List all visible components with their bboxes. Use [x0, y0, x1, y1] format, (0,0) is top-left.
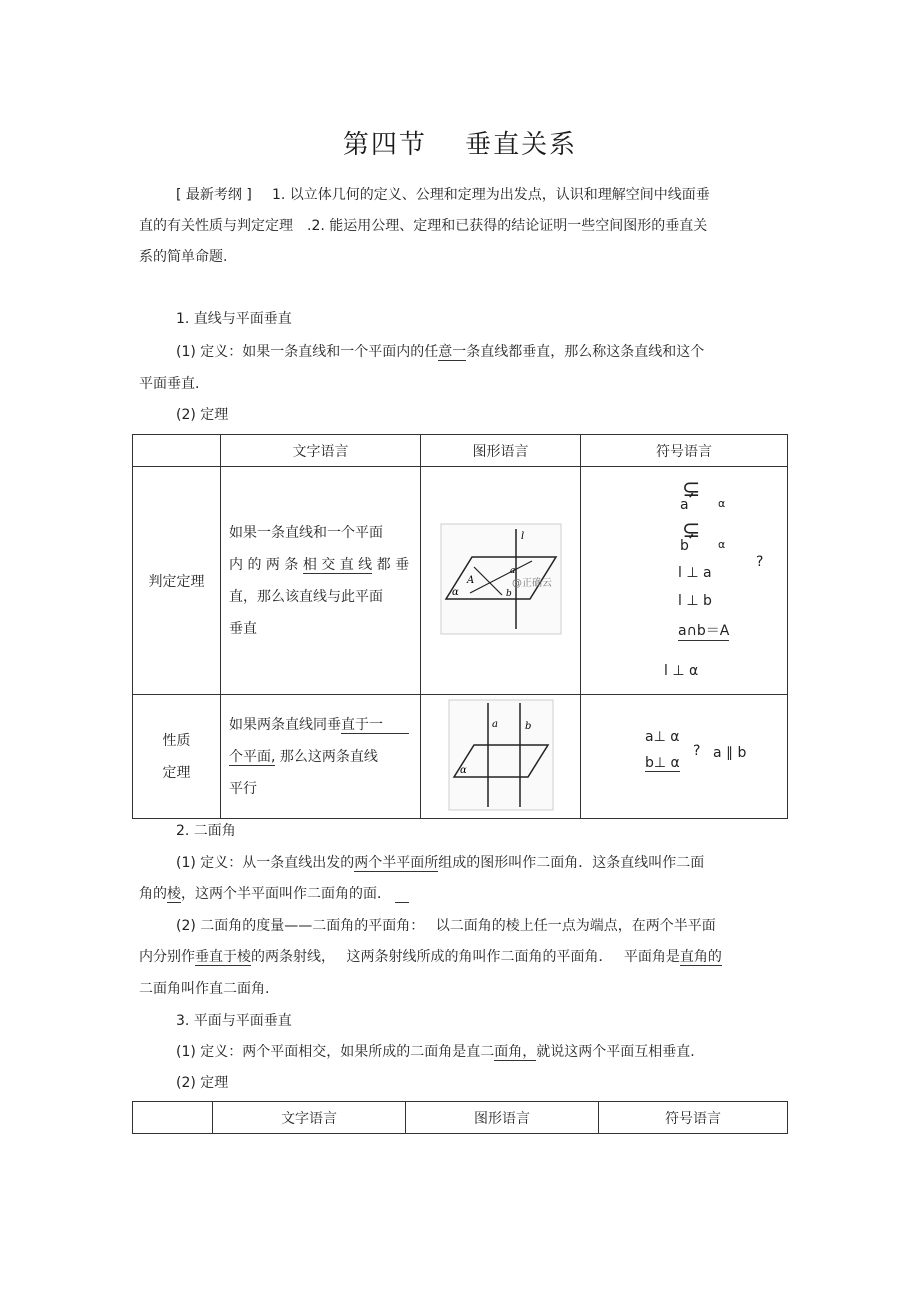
section-1-definition: (1) 定义：如果一条直线和一个平面内的任意一条直线都垂直，那么称这条直线和这个 [176, 344, 705, 360]
sym-l-perp-a: l ⊥ a [678, 565, 712, 581]
table2-header-symbol-language: 符号语言 [599, 1102, 788, 1134]
outline-label: [ 最新考纲 ] [176, 187, 252, 203]
outline-line-2: 直的有关性质与判定定理 .2. 能运用公理、定理和已获得的结论证明一些空间图形的垂直关 [139, 218, 708, 234]
section-2-measure: (2) 二面角的度量——二面角的平面角： 以二面角的棱上任一点为端点，在两个半平面 [176, 918, 716, 934]
sym-b: b [680, 538, 689, 554]
sym-alpha-1: α [718, 497, 726, 510]
judgement-symbol-cell [581, 467, 788, 695]
section-1-theorem-label: (2) 定理 [176, 407, 229, 423]
fig-label-A: A [466, 574, 474, 586]
plane-plane-theorem-table [132, 1101, 788, 1134]
section-2-definition: (1) 定义：从一条直线出发的两个半平面所组成的图形叫作二面角．这条直线叫作二面 [176, 855, 705, 871]
property-figure-cell [421, 695, 581, 819]
sym-a-perp-alpha: a⊥ α [645, 729, 680, 745]
section-2-heading: 2. 二面角 [176, 823, 236, 839]
judgement-text-cell: 如果一条直线和一个平面 内 的 两 条 相 交 直 线 都 垂 直，那么该直线与此平面 垂直 [221, 467, 421, 695]
line-plane-perpendicular-figure [440, 523, 562, 635]
fig-label-b: b [505, 588, 512, 599]
table-corner [133, 435, 221, 467]
section-3-definition: (1) 定义：两个平面相交，如果所成的二面角是直二面角，就说这两个平面互相垂直. [176, 1044, 695, 1060]
sym-l-perp-alpha: l ⊥ α [664, 663, 699, 679]
sym-a: a [680, 497, 689, 513]
subset-neq-icon: ⊊ [682, 477, 701, 502]
header-figure-language: 图形语言 [421, 435, 581, 467]
fig2-label-alpha: α [459, 764, 467, 776]
section-2-measure-cont: 内分别作垂直于棱的两条射线， 这两条射线所成的角叫作二面角的平面角． 平面角是直角的 [139, 949, 722, 965]
sym-question: ? [756, 554, 764, 570]
section-3-heading: 3. 平面与平面垂直 [176, 1013, 292, 1029]
row-label-judgement: 判定定理 [133, 467, 221, 695]
sym-alpha-2: α [718, 538, 726, 551]
fig2-label-b: b [524, 720, 531, 732]
row-label-property: 性质 定理 [133, 695, 221, 819]
line-plane-theorem-table [132, 434, 788, 819]
section-2-measure-end: 二面角叫作直二面角. [139, 981, 270, 997]
section-1-heading: 1. 直线与平面垂直 [176, 311, 292, 327]
fig-label-l: l [520, 530, 524, 542]
outline-line-1: 1. 以立体几何的定义、公理和定理为出发点，认识和理解空间中线面垂 [272, 187, 710, 203]
property-text-cell: 如果两条直线同垂直于一 个平面, 那么这两条直线 平行 [221, 695, 421, 819]
parallel-perpendicular-figure [448, 699, 554, 811]
section-3-theorem-label: (2) 定理 [176, 1075, 229, 1091]
page-title: 第四节 垂直关系 [342, 130, 578, 160]
fig2-label-a: a [491, 718, 498, 730]
sym-l-perp-b: l ⊥ b [678, 593, 712, 609]
table2-corner [133, 1102, 213, 1134]
section-1-definition-cont: 平面垂直. [139, 376, 200, 392]
fig-label-alpha: α [451, 586, 459, 598]
header-text-language: 文字语言 [221, 435, 421, 467]
property-symbol-cell [581, 695, 788, 819]
sym-a-parallel-b: a ∥ b [713, 745, 747, 761]
underlined-answer: 意一 [438, 344, 467, 360]
section-2-definition-cont: 角的棱，这两个半平面叫作二面角的面． [139, 883, 409, 903]
fig-label-a: a [509, 565, 515, 576]
sym-question-2: ? [693, 743, 701, 759]
judgement-figure-cell [421, 467, 581, 695]
outline-line-3: 系的简单命题. [139, 249, 228, 265]
sym-a-cap-b: a∩b＝A [678, 620, 729, 641]
header-symbol-language: 符号语言 [581, 435, 788, 467]
sym-b-perp-alpha: b⊥ α [645, 755, 680, 771]
table2-header-text-language: 文字语言 [213, 1102, 406, 1134]
subset-neq-icon-2: ⊊ [682, 518, 701, 543]
fig-watermark: @正确云 [511, 577, 552, 589]
table2-header-figure-language: 图形语言 [406, 1102, 599, 1134]
